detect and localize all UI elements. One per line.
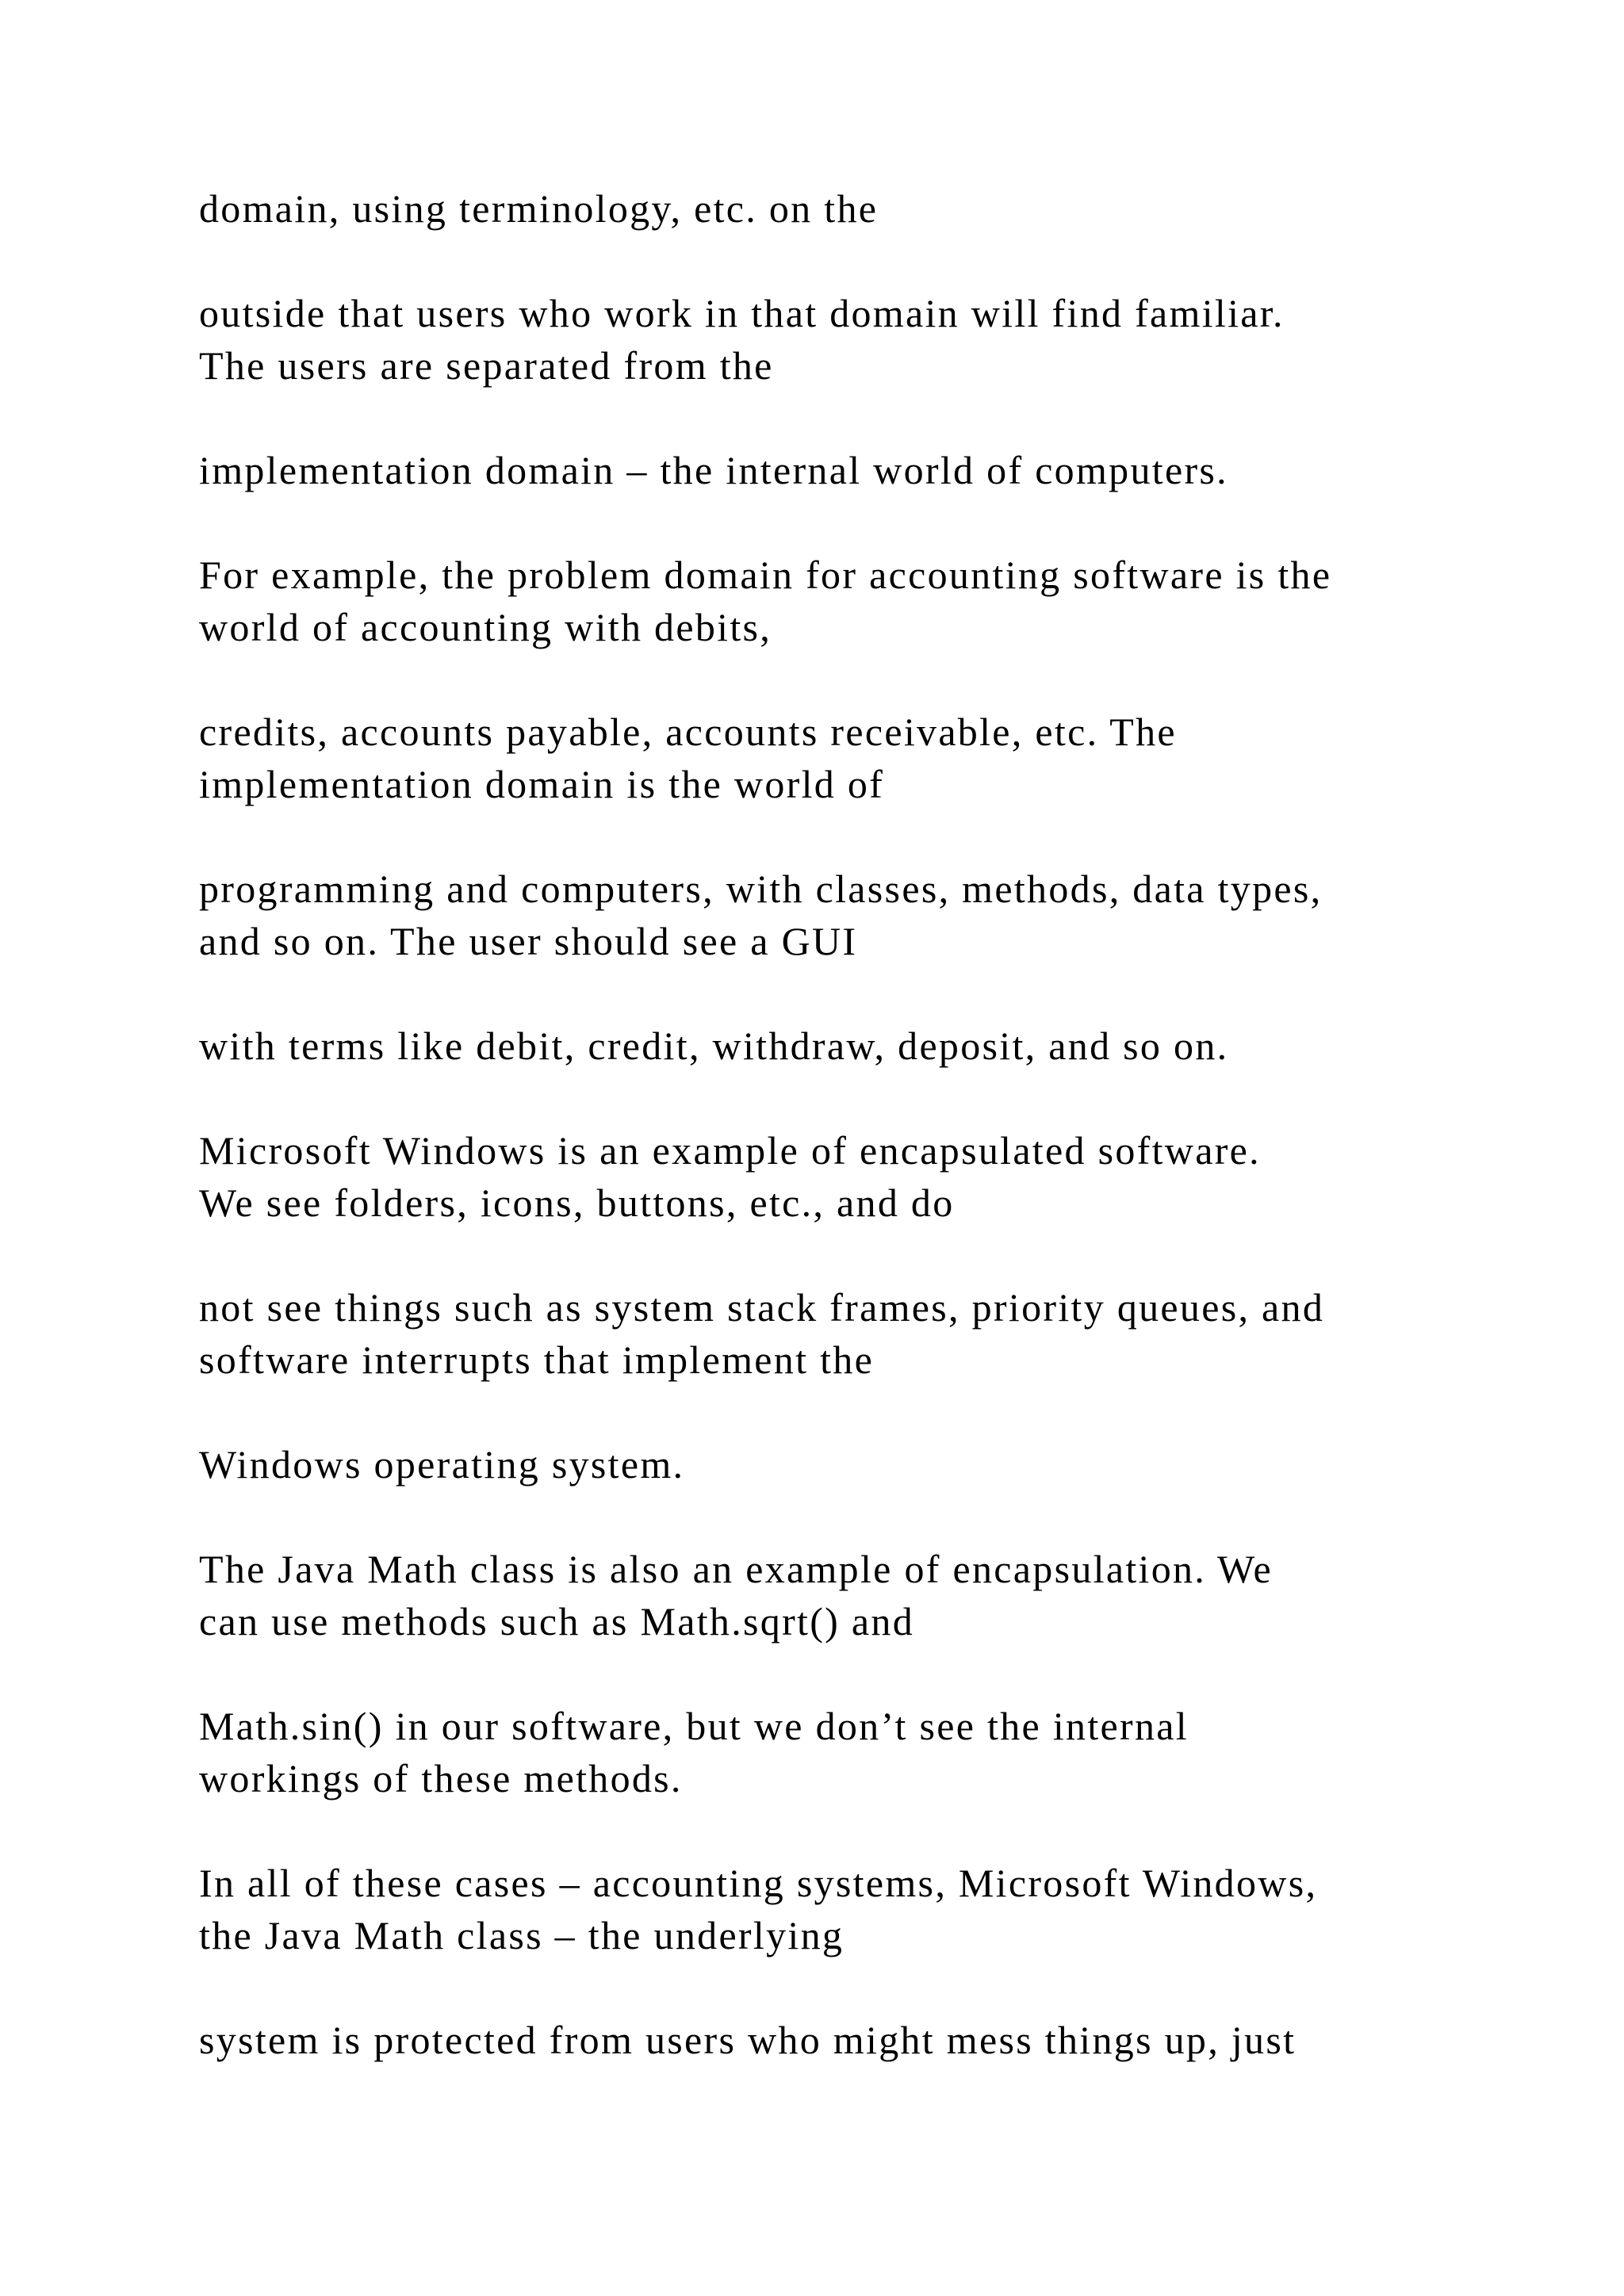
paragraph (199, 1281, 1507, 1386)
paragraph (199, 287, 1507, 392)
text-line: domain, using terminology, etc. on the (199, 186, 879, 231)
text-line: software interrupts that implement the (199, 1337, 875, 1382)
text-line: with terms like debit, credit, withdraw, deposit, and so on. (199, 1024, 1229, 1068)
text-line: outside that users who work in that domain will find familiar. (199, 291, 1285, 335)
text-line: workings of these methods. (199, 1756, 683, 1800)
paragraph (199, 1543, 1507, 1647)
text-line: We see folders, icons, buttons, etc., and do (199, 1181, 955, 1225)
text-line: and so on. The user should see a GUI (199, 919, 858, 963)
text-line: The users are separated from the (199, 343, 774, 388)
text-line: not see things such as system stack frames, priority queues, and (199, 1285, 1325, 1330)
text-line: For example, the problem domain for accounting software is the (199, 553, 1332, 597)
paragraph (199, 1124, 1507, 1229)
paragraph (199, 1700, 1507, 1804)
text-line: implementation domain – the internal world of computers. (199, 448, 1228, 492)
paragraph (199, 706, 1507, 810)
text-line: the Java Math class – the underlying (199, 1913, 845, 1957)
paragraph (199, 182, 1507, 235)
text-line: Microsoft Windows is an example of encapsulated software. (199, 1128, 1261, 1173)
text-line: Math.sin() in our software, but we don’t see the internal (199, 1704, 1189, 1748)
text-line: world of accounting with debits, (199, 605, 772, 649)
paragraph (199, 549, 1507, 653)
paragraph (199, 863, 1507, 967)
text-line: system is protected from users who might mess things up, just (199, 2018, 1297, 2062)
text-line: can use methods such as Math.sqrt() and (199, 1599, 915, 1644)
text-line: credits, accounts payable, accounts receivable, etc. The (199, 710, 1177, 754)
paragraph (199, 444, 1507, 496)
paragraph (199, 1438, 1507, 1490)
paragraph (199, 1857, 1507, 1961)
text-line: The Java Math class is also an example of encapsulation. We (199, 1547, 1273, 1591)
text-line: In all of these cases – accounting systems, Microsoft Windows, (199, 1861, 1318, 1905)
paragraph (199, 2014, 1507, 2066)
document-body (199, 182, 1507, 2118)
paragraph (199, 1020, 1507, 1072)
text-line: Windows operating system. (199, 1442, 685, 1487)
text-line: programming and computers, with classes, methods, data types, (199, 867, 1323, 911)
text-line: implementation domain is the world of (199, 762, 885, 806)
